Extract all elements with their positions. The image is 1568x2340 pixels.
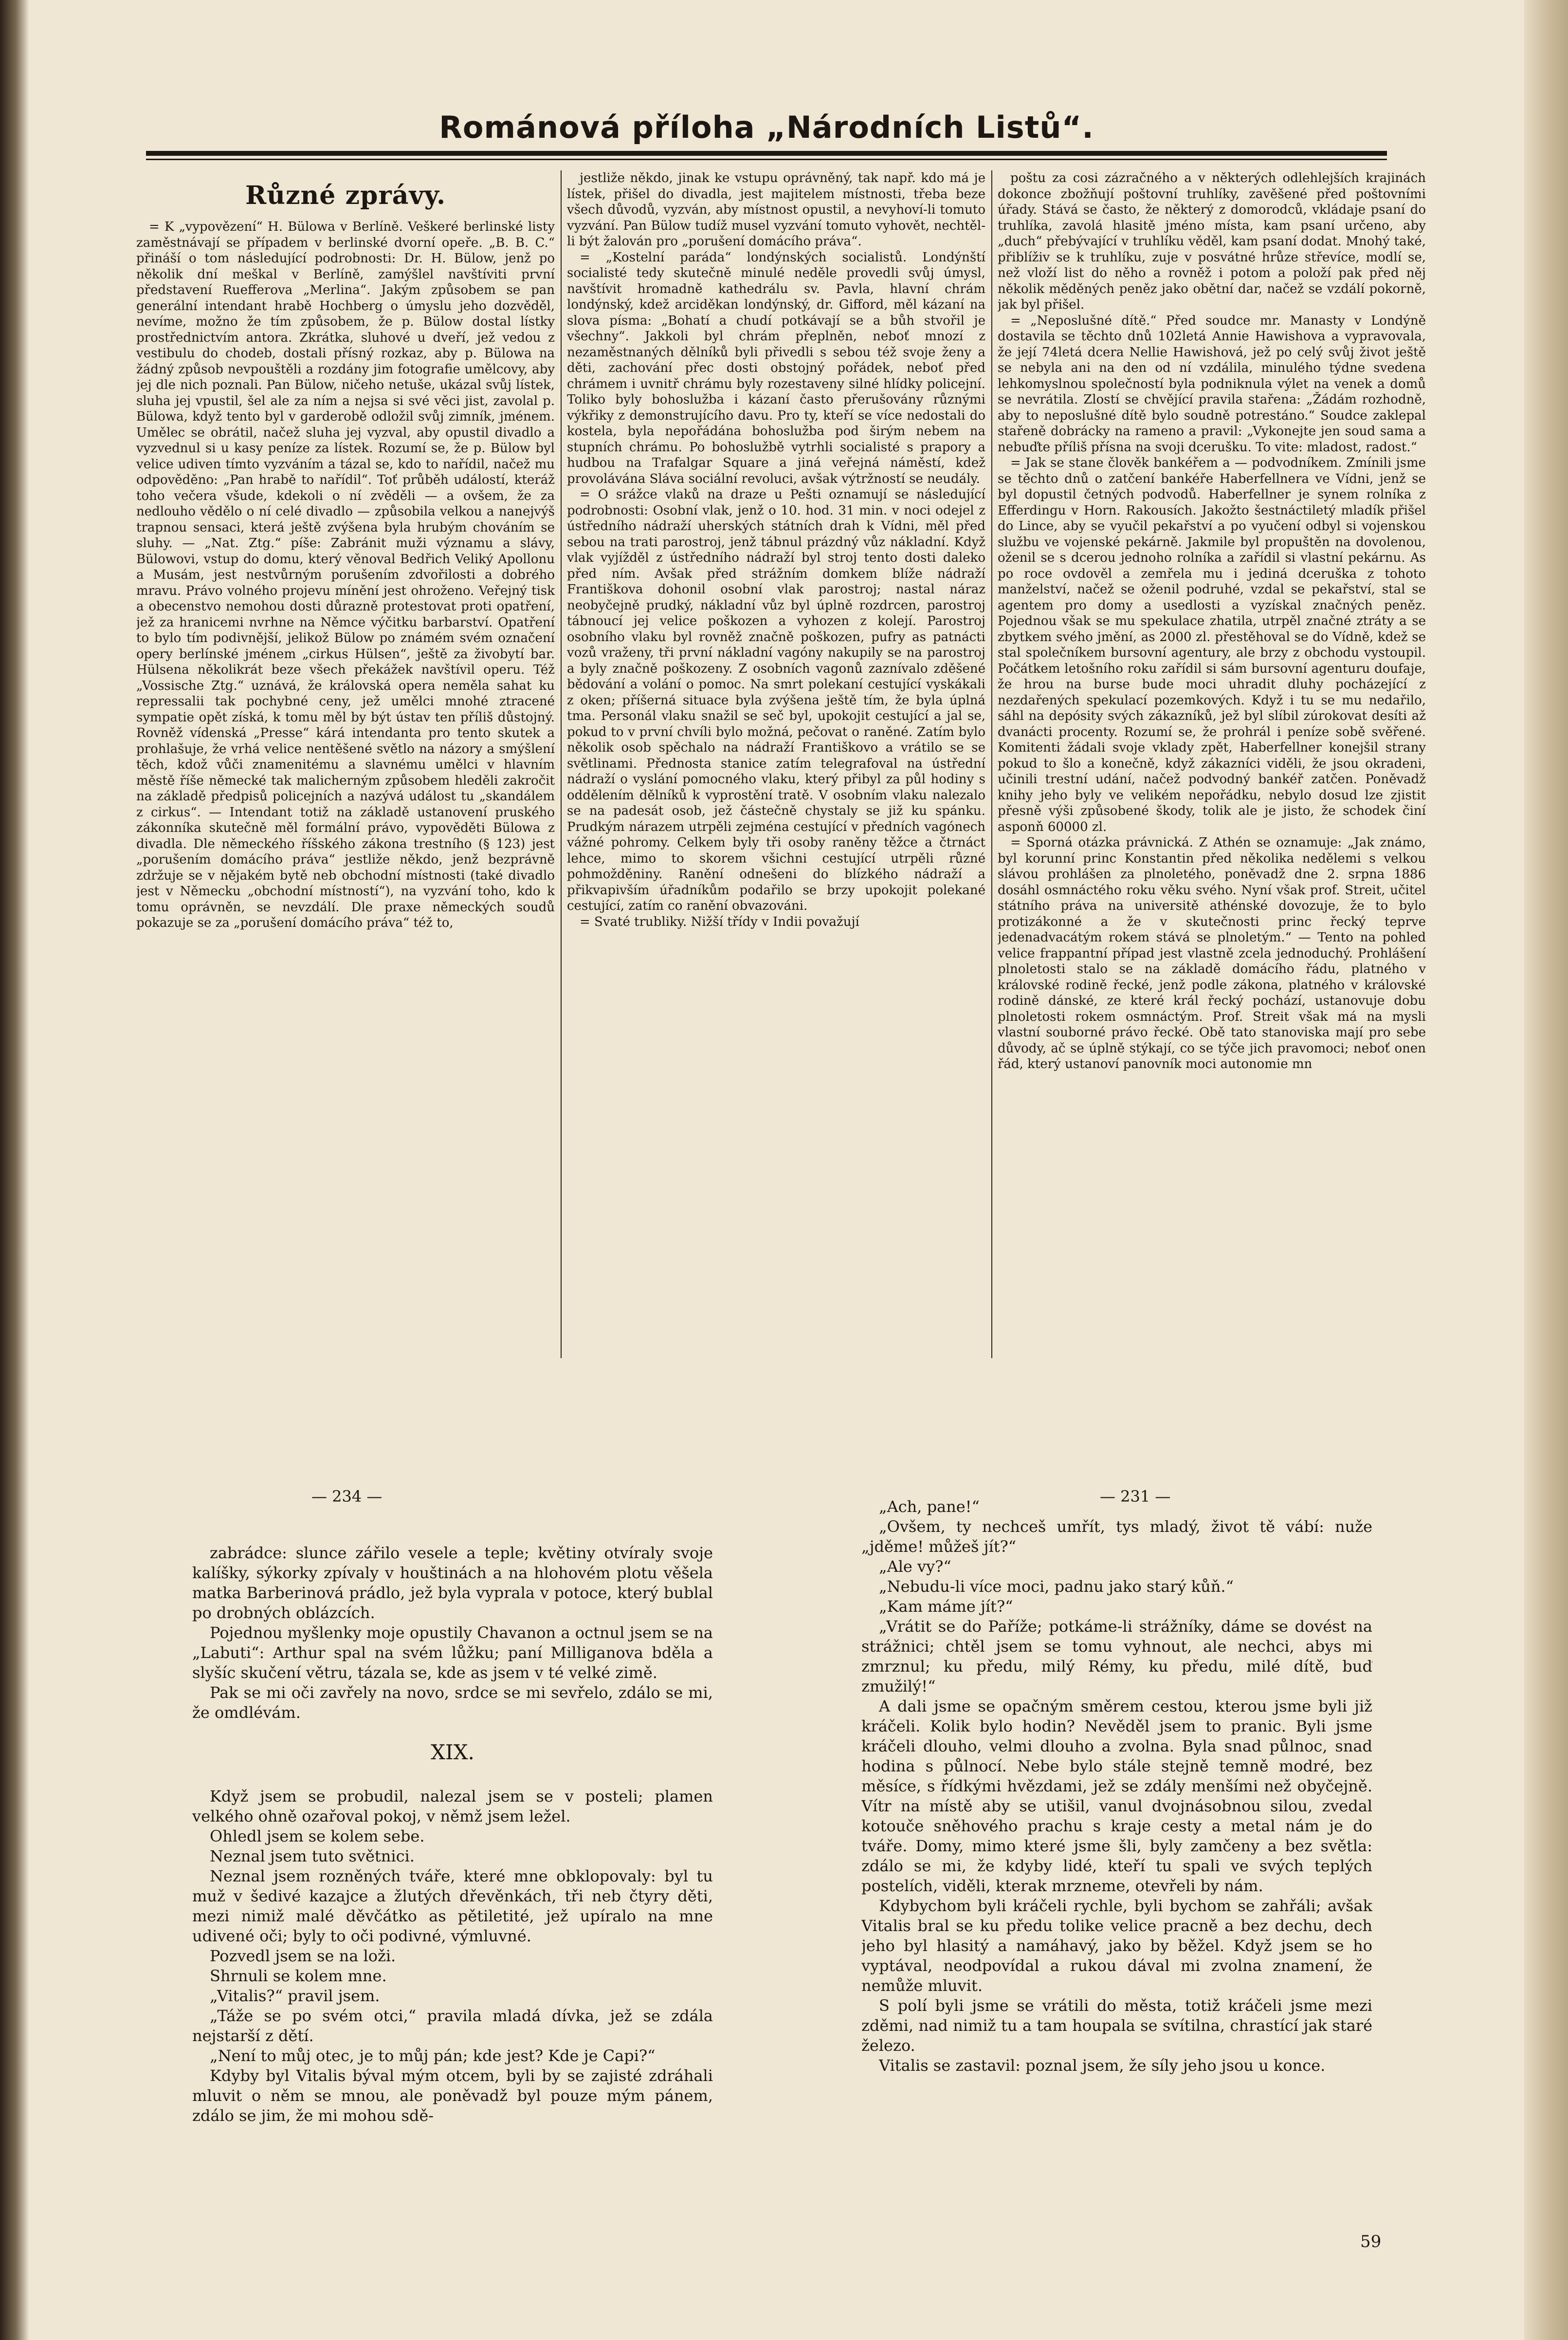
article-paragraph: = K „vypovězení“ H. Bülowa v Berlíně. Veškeré berlinské listy zaměstnávají se případem v berlinské dvorní opeře. „B. B. C.“ přináší o tom následující podrobnosti: Dr. H. Bülow, jenž po několik dní meškal v Berlíně, zamýšlel navštíviti první představení Ruefferova „Merlina“. Jakým způsobem se pan generální intendant hrabě Hochberg o úmyslu jeho dozvěděl, nevíme, možno že tím způsobem, že p. Bülow dostal lístky prostřednictvím antora. Zkrátka, sluhové u dveří, jež vedou z vestibulu do chodeb, dostali přísný rozkaz, aby p. Bülowa na žádný způsob nevpouštěli a rozdány jim fotografie umělcovy, aby jej dle nich poznali. Pan Bülow, ničeho netuše, ukázal svůj lístek, sluha jej vpustil, šel ale za ním a nejsa si své věci jist, zavolal p. Bülowa, když tento byl v garderobě odložil svůj zimník, jménem. Umělec se obrátil, načež sluha jej vyzval, aby opustil divadlo a vyzvednul si u kasy peníze za lístek. Rozumí se, že p. Bülow byl velice udiven tímto vyzváním a tázal se, kdo to nařídil, načež mu odpověděno: „Pan hrabě to nařídil“. Toť průběh událostí, kteráž toho večera všude, kdekoli o ní zvěděli — a ovšem, že za nedlouho vědělo o ní celé divadlo — způsobila velkou a nanejvýš trapnou sensaci, která ještě zvýšena byla hrubým chováním se sluhy. — „Nat. Ztg.“ píše: Zabránit muži významu a slávy, Bülowovi, vstup do domu, který věnoval Bedřich Veliký Apollonu a Musám, jest nestvůrným porušením zdvořilosti a dobrého mravu. Právo volného projevu mínění jest ohroženo. Veřejný tisk a obecenstvo nemohou dosti důrazně protestovat proti opatření, jež za hranicemi nvrhne na Němce výčitku barbarství. Opatření to bylo tím podivnější, jelikož Bülow po známém svém označení opery berlínské jménem „cirkus Hülsen“, ještě za živobytí bar. Hülsena několikrát beze všech překážek navštívil operu. Též „Vossische Ztg.“ uznává, že královská opera neměla sahat ku repressalii tak pochybné ceny, jež umělci mnohé ztracené sympatie opět získá, k tomu měl by být ústav ten příliš důstojný. Rovněž vídenská „Presse“ kárá intendanta pro tento skutek a prohlašuje, že vrhá velice nentěšené světlo na názory a smýšlení těch, kdož vůči znamenitému a slavnému umělci v hlavním městě říše německé tak malicherným způsobem hleděli zakročit na základě předpisů policejních a nazývá událost tu „skandálem z cirkus“. — Intendant totiž na základě ustanovení pruského zákonníka skutečně měl formální právo, vypověděti Bülowa z divadla. Dle německého říšského zákona trestního (§ 123) jest „porušením domácího práva“ jestliže někdo, jenž bezprávně zdržuje se v nějakém bytě neb obchodní místnosti (také divadlo jest v Německu „obchodní místností“), na vyzvání toho, kdo k tomu oprávněn, se nevzdálí. Dle praxe německých soudů pokazuje se za „porušení domácího práva“ též to, (136, 220, 555, 930)
article-paragraph: jestliže někdo, jinak ke vstupu oprávněný, tak např. kdo má je lístek, přišel do divadla, jest majitelem místnosti, třeba beze všech důvodů, vyzván, aby místnost opustil, a nevyhoví-li tomuto vyzvání. Pan Bülow tudíž musel vyzvání tomuto vyhovět, nechtěl-li být žalován pro „porušení domácího práva“. (567, 171, 985, 249)
page-number-left: — 234 — (311, 1487, 383, 1506)
novel-paragraph: zabrádce: slunce zářilo vesele a teple; květiny otvíraly svoje kalíšky, sýkorky zpívaly v houštinách a na hlohovém plotu věšela matka Barberinová prádlo, jež byla vyprala v potoce, který bublal po drobných oblázcích. (192, 1544, 713, 1622)
article-paragraph: = Svaté trubliky. Nižší třídy v Indii považují (580, 914, 859, 929)
column-2 (567, 170, 985, 1358)
column-1 (136, 170, 555, 1358)
article-paragraph: = „Neposlušné dítě.“ Před soudce mr. Manasty v Londýně dostavila se těchto dnů 102letá Annie Hawishova a vypravovala, že její 74letá dcera Nellie Hawishová, jež po celý svůj život ještě se nebyla ani na den od ní vzdálila, minulého týdne svedena lehkomyslnou společností byla podniknula výlet na venek a domů se nevrátila. Zlostí se chvějící pravila stařena: „Žádám rozhodně, aby to neposlušné dítě bylo soudně potrestáno.“ Soudce zaklepal stařeně dobrácky na rameno a pravil: „Vykonejte jen soud sama a nebuďte příliš přísna na svoji dcerušku. To vite: mladost, radost.“ (998, 313, 1426, 455)
novel-paragraph: Shrnuli se kolem mne. (210, 1967, 387, 1985)
page-edge (1524, 0, 1568, 2340)
novel-paragraph: Kdyby byl Vitalis býval mým otcem, byli by se zajisté zdráhali mluvit o něm se mnou, ale poněvadž byl pouze mým pánem, zdálo se jim, že mi mohou sdě- (192, 2066, 713, 2125)
masthead-rule-thin (146, 159, 1387, 160)
novel-paragraph: Když jsem se probudil, nalezal jsem se v posteli; plamen velkého ohně ozařoval pokoj, v němž jsem ležel. (192, 1787, 713, 1825)
novel-paragraph: „Kam máme jít?“ (879, 1597, 1013, 1616)
novel-paragraph: „Ovšem, ty nechceš umřít, tys mladý, život tě vábí: nuže „jděme! můžeš jít?“ (861, 1517, 1372, 1556)
article-paragraph: = „Kostelní paráda“ londýnských socialistů. Londýnští socialisté tedy skutečně minulé neděle provedli svůj úmysl, navštívit hromadně kathedrálu sv. Pavla, hlavní chrám londýnský, kdež arciděkan londýnský, dr. Gifford, měl kázaní na slova písma: „Bohatí a chudí potkávají se a bůh stvořil je všechny“. Jakkoli byl chrám přeplněn, neboť mnozí z nezaměstnaných dělníků byli přivedli s sebou též svoje ženy a děti, zachování přec dosti obstojný pořádek, neboť před chrámem i uvnitř chrámu byly rozestaveny silné hlídky policejní. Toliko byly bohoslužba i kázaní často přerušovány různými výkřiky z demonstrujícího davu. Pro ty, kteří se více nedostali do kostela, byla nepořádána bohoslužba pod širým nebem na stupních chrámu. Po bohoslužbě vytrhli socialisté s prapory a hudbou na Trafalgar Square a jiná veřejná náměstí, kdež provolávána Sláva sociální revoluci, avšak výtržností se neudály. (567, 250, 985, 486)
novel-paragraph: „Vitalis?“ pravil jsem. (210, 1987, 380, 2005)
novel-paragraph: „Ach, pane!“ (879, 1497, 980, 1516)
novel-paragraph: Pozvedl jsem se na loži. (210, 1947, 396, 1965)
masthead-rule (146, 151, 1387, 156)
article-paragraph: = Sporná otázka právnická. Z Athén se oznamuje: „Jak známo, byl korunní princ Konstantin před několika nedělemi s velkou slávou prohlášen za plnoletého, poněvadž dne 2. srpna 1886 dosáhl osmnáctého roku věku svého. Nyní však prof. Streit, učitel státního práva na universitě athénské dovozuje, že to bylo protizákonné a že v skutečnosti princ řecký teprve jedenadvacátým rokem stává se plnoletým.“ — Tento na pohled velice frappantní případ jest vlastně zcela jednoduchý. Prohlášení plnoletosti stalo se na základě domácího řádu, platného v královské rodině řecké, jenž podle zákona, platného v královské rodině dánské, ze které král řecký pochází, ustanovuje dobu plnoletosti rokem osmnáctým. Prof. Streit však má na mysli vlastní souborné právo řecké. Obě tato stanoviska mají pro sebe důvody, ač se úplně stýkají, co se týče jich pravomoci; neboť onen řád, který ustanoví panovník moci autonomie mn (998, 835, 1426, 1071)
folio-number: 59 (1360, 2232, 1382, 2251)
binding-edge (0, 0, 29, 2340)
novel-paragraph: S polí byli jsme se vrátili do města, totiž kráčeli jsme mezi zděmi, nad nimiž tu a tam houpala se svítilna, chrastící jak staré železo. (861, 1996, 1372, 2055)
novel-column-right (861, 1497, 1372, 2285)
novel-paragraph: A dali jsme se opačným směrem cestou, kterou jsme byli již kráčeli. Kolik bylo hodin? Nevěděl jsem to pranic. Byli jsme kráčeli dlouho, velmi dlouho a zvolna. Byla snad půlnoc, snad hodina s půlnocí. Nebe bylo stále stejně temně modré, bez měsíce, s řídkými hvězdami, jež se zdály menšími než obyčejně. Vítr na místě aby se utišil, vanul dvojnásobnou silou, zvedal kotouče sněhového prachu s kraje cesty a metal nám je do tváře. Domy, mimo které jsme šli, byly zamčeny a bez světla: zdálo se mi, že kdyby lidé, kteří tu spali ve svých teplých postelích, viděli, kterak mrzneme, otevřeli by nám. (861, 1697, 1372, 1895)
novel-paragraph: „Nebudu-li více moci, padnu jako starý kůň.“ (879, 1577, 1234, 1596)
masthead: Románová příloha „Národních Listů“. (439, 110, 1094, 145)
section-heading: Různé zprávy. (245, 181, 446, 210)
novel-column-left (192, 1543, 713, 2312)
novel-paragraph: „Není to můj otec, je to můj pán; kde jest? Kde je Capi?“ (210, 2046, 656, 2065)
article-paragraph: poštu za cosi zázračného a v některých odlehlejších krajinách dokonce zbožňují poštovní truhlíky, zavěšené před poštovními úřady. Stává se často, že některý z domorodců, vkládaje psaní do truhlíka, zavolá hlasitě jméno místa, kam psaní určeno, aby „duch“ přebývající v truhlíku věděl, kam psaní dodat. Mnohý také, přiblíživ se k truhlíku, zuje v posvátné hrůze střevíce, modlí se, než vloží list do něho a rovněž i potom a položí pak před něj několik měděných peněz jako obětní dar, načež se vzdálí pokorně, jak byl přišel. (998, 171, 1426, 312)
novel-paragraph: „Vrátit se do Paříže; potkáme-li strážníky, dáme se dovést na strážnici; chtěl jsem se tomu vyhnout, ale nechci, abys mi zmrznul; ku předu, milý Rémy, ku předu, milé dítě, buď zmužilý!“ (861, 1617, 1372, 1695)
chapter-heading: XIX. (431, 1740, 474, 1764)
article-paragraph: = O srážce vlaků na draze u Pešti oznamují se následující podrobnosti: Osobní vlak, jenž o 10. hod. 31 min. v noci odejel z ústředního nádraží uherských státních drah k Vídni, měl před sebou na trati parostroj, jenž tábnul prázdný vůz nákladní. Když vlak vyjížděl z ústředního nádraží byl stroj tento dosti daleko před ním. Avšak před strážním domkem blíže nádraží Františkova dohonil osobní vlak parostroj; nastal náraz neobyčejně prudký, nákladní vůz byl úplně rozdrcen, parostroj tábnoucí jej velice poškozen a vyhozen z kolejí. Parostroj osobního vlaku byl rovněž značně poškozen, pufry as patnácti vozů vraženy, tři první nákladní vagóny nakupily se na parostroj a byly značně poškozeny. Z osobních vagonů zaznívalo zděšené bědování a volání o pomoc. Na smrt polekaní cestující vyskákali z oken; příšerná situace byla zvýšena ještě tím, že byla úplná tma. Personál vlaku snažil se seč byl, upokojit cestující a jal se, pokud to v první chvíli bylo možná, pečovat o raněné. Zatím bylo několik osob spěchalo na nádraží Františkovo a vrátilo se se světlinami. Přednosta stanice zatím telegrafoval na ústřední nádraží o vyslání pomocného vlaku, který přibyl za půl hodiny s oddělením dělníků k vyprostění tratě. V osobním vlaku nalezalo se na padesát osob, jež částečně chystaly se již ku spánku. Prudkým nárazem utrpěli zejména cestující v předních vagónech vážné pohromy. Celkem byly tři osoby raněny těžce a čtrnáct lehce, mimo to skorem všichni cestující utrpěli různé pohmožděniny. Ranění odnešeni do blízkého nádraží a přikvapivším úřadníkům podařilo se brzy upokojit polekané cestující, zatím co ranění obvazováni. (567, 487, 985, 913)
novel-paragraph: Kdybychom byli kráčeli rychle, byli bychom se zahřáli; avšak Vitalis bral se ku předu tolike velice pracně a bez dechu, dech jeho byl hlasitý a namáhavý, jako by běžel. Když jsem se ho vyptával, neodpovídal a rukou dával mi zvolna znamení, že nemůže mluvit. (861, 1897, 1372, 1995)
novel-paragraph: „Ale vy?“ (879, 1557, 951, 1576)
column-divider (991, 170, 992, 1358)
novel-paragraph: Neznal jsem rozněných tváře, které mne obklopovaly: byl tu muž v šedivé kazajce a žlutých dřevěnkách, tři neb čtyry děti, mezi nimiž malé děvčátko as pětiletité, jež upíralo na mne udivené oči; byly to oči podivné, výmluvné. (192, 1867, 713, 1945)
novel-paragraph: Vitalis se zastavil: poznal jsem, že síly jeho jsou u konce. (879, 2056, 1326, 2075)
article-paragraph: = Jak se stane člověk bankéřem a — podvodníkem. Zmínili jsme se těchto dnů o zatčení bankéře Haberfellnera ve Vídni, jenž se byl dopustil četných podvodů. Haberfellner je synem rolníka z Efferdingu v Horn. Rakousích. Jakožto šestnáctiletý mladík přišel do Lince, aby se vyučil pekařství a po vyučení odbyl si vojenskou službu ve vojenské pekárně. Jakmile byl propuštěn na dovolenou, oženil se s dcerou jednoho rolníka a zařídil si vlastní pekárnu. As po roce ovdověl a zemřela mu i jediná dceruška z tohoto manželství, načež se oženil podruhé, vzdal se pekařství, stal se agentem pro domy a usedlosti a vyzískal značných peněz. Pojednou však se mu spekulace zhatila, utrpěl značné ztráty a se zbytkem svého jmění, as 2000 zl. přestěhoval se do Vídně, kdež se stal společníkem bursovní agentury, ale brzy z obchodu vystoupil. Počátkem letošního roku zařídil si sám bursovní agenturu doufaje, že hrou na burse bude moci uhradit dluhy pocházející z nezdařených spekulací pozemkových. Když i tu se mu nedařilo, sáhl na depósity svých zákazníků, jež byl slíbil zúrokovat desíti až dvanácti procenty. Rozumí se, že prohrál i peníze sobě svěřené. Komitenti žádali svoje vklady zpět, Haberfellner konejšil strany pokud to šlo a konečně, když zákazníci viděli, že jsou okradeni, učinili trestní udání, načež podvodný bankéř zatčen. Poněvadž knihy jeho byly ve velikém nepořádku, nebylo dosud lze zjistit přesně výši způsobené škody, tolik ale je jisto, že schodek činí asponň 60000 zl. (998, 456, 1426, 834)
column-divider (561, 170, 562, 1358)
novel-paragraph: Neznal jsem tuto světnici. (210, 1847, 415, 1865)
novel-paragraph: Ohledl jsem se kolem sebe. (210, 1827, 425, 1845)
novel-paragraph: Pak se mi oči zavřely na novo, srdce se mi sevřelo, zdálo se mi, že omdlévám. (192, 1683, 713, 1722)
page-number-right: — 231 — (1100, 1487, 1171, 1506)
column-3 (998, 170, 1426, 1358)
novel-paragraph: „Táže se po svém otci,“ pravila mladá dívka, jež se zdála nejstarší z dětí. (192, 2007, 713, 2045)
novel-paragraph: Pojednou myšlenky moje opustily Chavanon a octnul jsem se na „Labuti“: Arthur spal na svém lůžku; paní Milliganova bděla a slyšíc skučení větru, tázala se, kde as jsem v té velké zimě. (192, 1623, 713, 1682)
